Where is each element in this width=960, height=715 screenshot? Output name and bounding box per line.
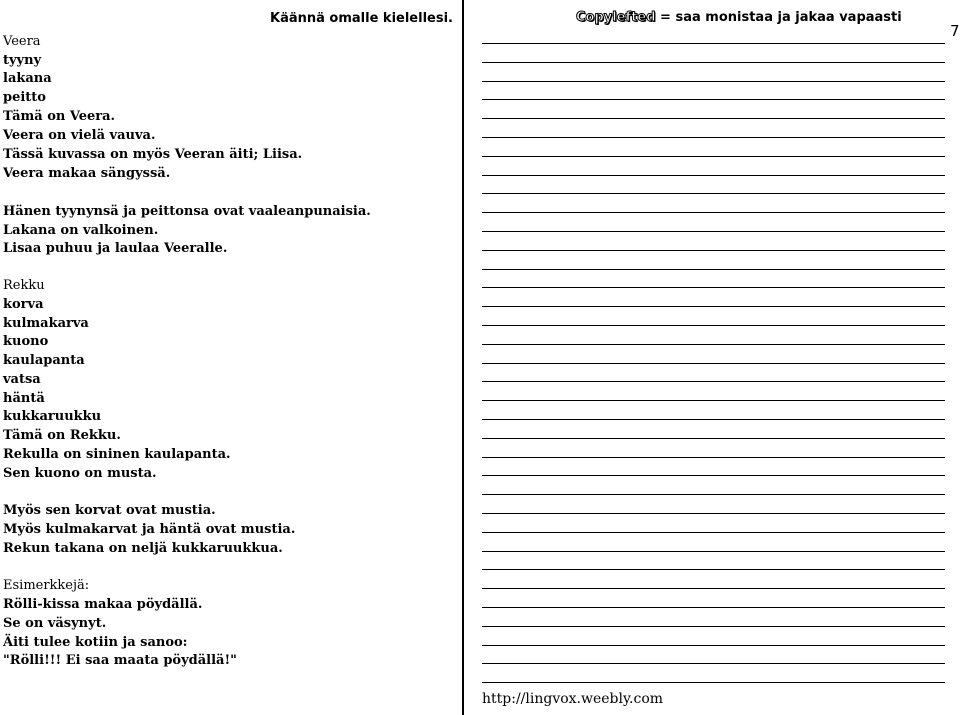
sentence: Tämä on Rekku. bbox=[3, 428, 121, 443]
footer-url: http://lingvox.weebly.com bbox=[482, 691, 664, 707]
sentence: Myös kulmakarvat ja häntä ovat mustia. bbox=[3, 522, 296, 537]
vocab-word: kulmakarva bbox=[3, 316, 89, 331]
writing-line bbox=[482, 62, 945, 63]
writing-line bbox=[482, 43, 945, 44]
writing-line bbox=[482, 81, 945, 82]
writing-line bbox=[482, 269, 945, 270]
example-sentence: Se on väsynyt. bbox=[3, 616, 107, 631]
writing-line bbox=[482, 325, 945, 326]
writing-line bbox=[482, 344, 945, 345]
writing-line bbox=[482, 626, 945, 627]
writing-line bbox=[482, 475, 945, 476]
sentence: Lisaa puhuu ja laulaa Veeralle. bbox=[3, 241, 228, 256]
writing-line bbox=[482, 306, 945, 307]
writing-line bbox=[482, 212, 945, 213]
translate-instruction: Käännä omalle kielellesi. bbox=[270, 11, 453, 26]
writing-line bbox=[482, 137, 945, 138]
writing-line bbox=[482, 118, 945, 119]
vocab-word: häntä bbox=[3, 391, 45, 406]
vocab-word: kukkaruukku bbox=[3, 409, 102, 424]
writing-line bbox=[482, 400, 945, 401]
heading-veera: Veera bbox=[3, 34, 41, 49]
sentence: Veera on vielä vauva. bbox=[3, 128, 156, 143]
writing-line bbox=[482, 645, 945, 646]
sentence: Tämä on Veera. bbox=[3, 109, 116, 124]
writing-line bbox=[482, 156, 945, 157]
heading-rekku: Rekku bbox=[3, 278, 45, 293]
example-sentence: Äiti tulee kotiin ja sanoo: bbox=[3, 635, 188, 650]
writing-line bbox=[482, 381, 945, 382]
writing-line bbox=[482, 457, 945, 458]
writing-line bbox=[482, 99, 945, 100]
writing-line bbox=[482, 569, 945, 570]
example-sentence: Rölli-kissa makaa pöydällä. bbox=[3, 597, 203, 612]
vocab-word: peitto bbox=[3, 90, 46, 105]
writing-line bbox=[482, 513, 945, 514]
writing-line bbox=[482, 231, 945, 232]
sentence: Rekulla on sininen kaulapanta. bbox=[3, 447, 231, 462]
writing-line bbox=[482, 607, 945, 608]
writing-line bbox=[482, 682, 945, 683]
text-column bbox=[0, 0, 462, 715]
vocab-word: kaulapanta bbox=[3, 353, 85, 368]
vocab-word: korva bbox=[3, 297, 44, 312]
writing-lines bbox=[482, 43, 945, 701]
writing-line bbox=[482, 419, 945, 420]
vocab-word: vatsa bbox=[3, 372, 41, 387]
writing-line bbox=[482, 551, 945, 552]
sentence: Rekun takana on neljä kukkaruukkua. bbox=[3, 541, 283, 556]
sentence: Tässä kuvassa on myös Veeran äiti; Liisa. bbox=[3, 147, 303, 162]
writing-line bbox=[482, 494, 945, 495]
sentence: Myös sen korvat ovat mustia. bbox=[3, 503, 216, 518]
writing-line bbox=[482, 363, 945, 364]
writing-line bbox=[482, 438, 945, 439]
writing-line bbox=[482, 532, 945, 533]
writing-line bbox=[482, 175, 945, 176]
page-number: 7 bbox=[950, 22, 960, 40]
writing-column bbox=[464, 0, 960, 715]
example-sentence: "Rölli!!! Ei saa maata pöydällä!" bbox=[3, 653, 237, 668]
vocab-word: kuono bbox=[3, 334, 49, 349]
copyleft-text: = saa monistaa ja jakaa vapaasti bbox=[655, 10, 902, 25]
sentence: Sen kuono on musta. bbox=[3, 466, 157, 481]
heading-examples: Esimerkkejä: bbox=[3, 578, 90, 593]
copyleft-notice bbox=[576, 10, 902, 25]
sentence: Lakana on valkoinen. bbox=[3, 223, 159, 238]
writing-line bbox=[482, 250, 945, 251]
sentence: Veera makaa sängyssä. bbox=[3, 166, 171, 181]
vocab-word: tyyny bbox=[3, 53, 42, 68]
copyleft-word: Copylefted bbox=[576, 10, 656, 25]
writing-line bbox=[482, 193, 945, 194]
sentence: Hänen tyynynsä ja peittonsa ovat vaaleanpunaisia. bbox=[3, 204, 371, 219]
writing-line bbox=[482, 287, 945, 288]
writing-line bbox=[482, 663, 945, 664]
vocab-word: lakana bbox=[3, 71, 52, 86]
writing-line bbox=[482, 588, 945, 589]
